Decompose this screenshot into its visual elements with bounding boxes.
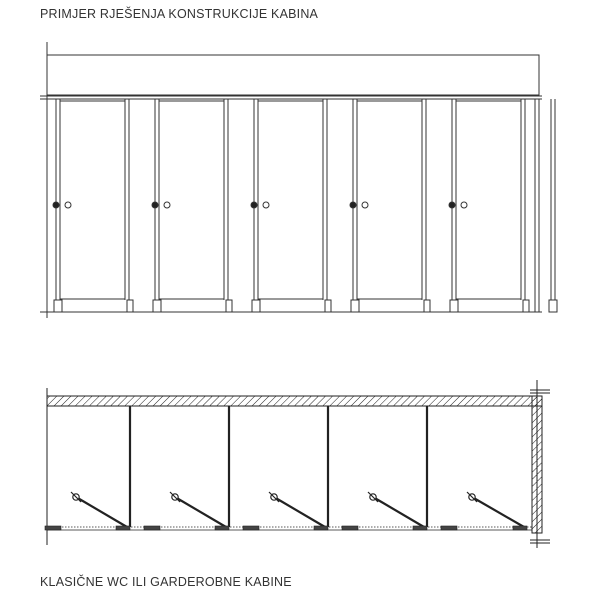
door-lock-icon <box>350 202 356 208</box>
cabin-door <box>251 99 331 312</box>
cabin-door <box>449 99 529 312</box>
door-handle-icon <box>461 202 467 208</box>
cabin-door <box>350 99 430 312</box>
plan-cabin <box>243 406 328 530</box>
plan-cabin <box>45 406 130 530</box>
diagram-title: PRIMJER RJEŠENJA KONSTRUKCIJE KABINA <box>40 7 319 21</box>
door-handle-icon <box>263 202 269 208</box>
door-handle-icon <box>362 202 368 208</box>
plan-cabin <box>342 406 427 530</box>
cabin-door <box>53 99 133 312</box>
door-lock-icon <box>251 202 257 208</box>
pilaster <box>549 99 557 312</box>
plan-back-wall <box>47 396 542 406</box>
plan-cabin <box>144 406 229 530</box>
plan-cabin <box>441 492 527 530</box>
door-handle-icon <box>164 202 170 208</box>
door-lock-icon <box>53 202 59 208</box>
plan-view <box>45 380 550 548</box>
front-elevation <box>40 42 557 318</box>
door-handle-icon <box>65 202 71 208</box>
cabin-door <box>152 99 232 312</box>
elevation-header-panel <box>47 55 539 95</box>
door-lock-icon <box>449 202 455 208</box>
door-lock-icon <box>152 202 158 208</box>
diagram-subtitle: KLASIČNE WC ILI GARDEROBNE KABINE <box>40 575 292 589</box>
